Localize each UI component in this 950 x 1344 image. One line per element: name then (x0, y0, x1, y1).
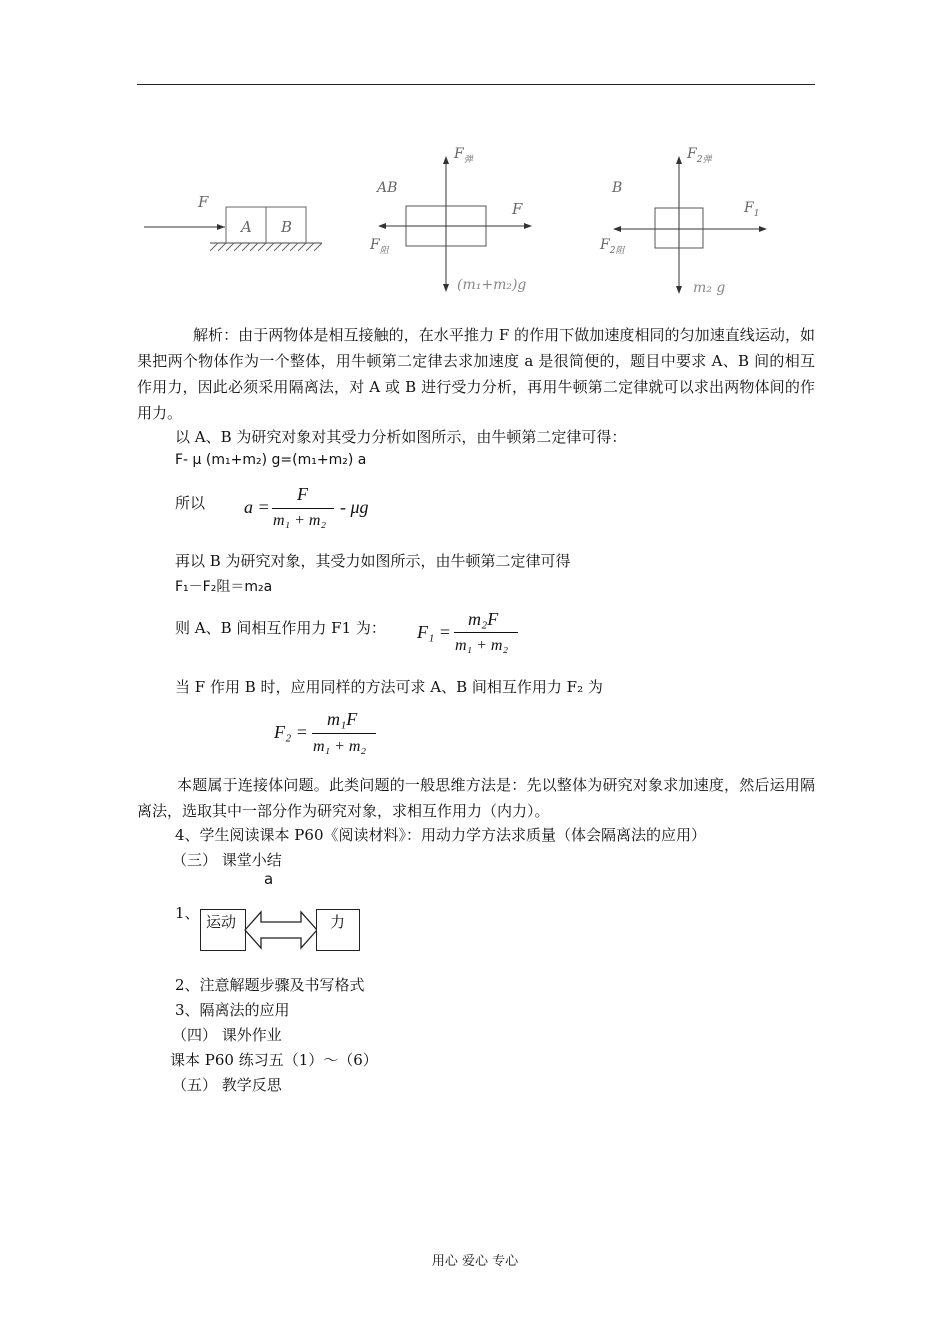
formula-f1-denominator: m₁ + m₂ (455, 637, 509, 654)
fig1-force-label: F (198, 193, 209, 211)
fig2-up-symbol: F (454, 146, 464, 162)
section-5-heading: （五） 教学反思 (172, 1076, 282, 1094)
step4-text: 当 F 作用 B 时，应用同样的方法可求 A、B 间相互作用力 F₂ 为 (175, 678, 603, 696)
homework-text: 课本 P60 练习五（1）～（6） (170, 1051, 378, 1069)
analysis-paragraph (137, 322, 815, 426)
fig3-weight: m₂ g (693, 280, 726, 296)
fig3-right-force (744, 200, 759, 219)
figure-blocks (140, 185, 330, 260)
force-box-label: 力 (330, 913, 346, 931)
fig1-block-a-label: A (241, 218, 252, 236)
motion-box-label: 运动 (206, 913, 237, 931)
formula-f2-numerator: m₁F (327, 709, 358, 729)
fig3-right-sub: 1 (753, 208, 760, 219)
formula-f1-numerator: m₂F (468, 609, 499, 629)
fig3-right-symbol: F (744, 200, 754, 216)
fig2-left-sub: 阻 (379, 245, 389, 256)
fig3-up-sub: 2弹 (696, 154, 712, 165)
step3-text: 则 A、B 间相互作用力 F1 为： (175, 619, 386, 637)
formula-f1-lhs: F₁ = (417, 622, 451, 642)
arrow-label-a: a (264, 870, 274, 888)
equation-1: F- μ (m₁+m₂) g=(m₁+m₂) a (175, 452, 367, 468)
formula-a-tail: - μg (340, 497, 369, 517)
fig3-left-symbol: F (600, 237, 610, 253)
item3-text: 3、隔离法的应用 (175, 1001, 290, 1019)
fig2-up-sub: 弹 (463, 154, 473, 165)
double-arrow-icon (243, 908, 319, 952)
motion-box (200, 909, 246, 951)
fig2-left-force (370, 237, 389, 256)
section-4-heading: （四） 课外作业 (172, 1026, 282, 1044)
section-3-heading: （三） 课堂小结 (172, 851, 282, 869)
fig3-up-symbol: F (687, 146, 697, 162)
summary-text: 本题属于连接体问题。此类问题的一般思维方法是：先以整体为研究对象求加速度，然后运用隔离法，选取其中一部分作为研究对象，求相互作用力（内力）。 (137, 776, 815, 820)
formula-f1-bar (454, 632, 518, 633)
equation-2: F₁－F₂阻＝m₂a (175, 579, 273, 595)
analysis-text: 解析：由于两物体是相互接触的，在水平推力 F 的作用下做加速度相同的匀加速直线运动，如果把两个物体作为一个整体，用牛顿第二定律去求加速度 a 是很简便的，题目中要求 A、B 间的相互作用力，因此必须采用隔离法，对 A 或 B 进行受力分析，再用牛顿第二定律就可以求出两物体间的作用力。 (137, 326, 815, 422)
summary-paragraph (137, 772, 815, 824)
fig2-right-force: F (512, 200, 523, 218)
formula-a-lhs: a = (244, 497, 270, 517)
step2-text: 再以 B 为研究对象，其受力如图所示，由牛顿第二定律可得 (175, 552, 571, 570)
item4-text: 4、学生阅读课本 P60《阅读材料》：用动力学方法求质量（体会隔离法的应用） (175, 826, 706, 844)
page-footer: 用心 爱心 专心 (431, 1254, 519, 1269)
formula-f2-denominator: m₁ + m₂ (313, 738, 367, 755)
figure-b-free-body (605, 150, 775, 300)
fig2-up-force (454, 146, 473, 165)
fig1-block-b-label: B (281, 218, 293, 236)
formula-f2-bar (312, 733, 376, 734)
formula-a-bar (272, 508, 334, 509)
fig2-weight: (m₁+m₂)g (457, 277, 527, 293)
item2-text: 2、注意解题步骤及书写格式 (175, 976, 365, 994)
formula-a-denominator: m₁ + m₂ (273, 512, 327, 529)
step1-text: 以 A、B 为研究对象对其受力分析如图所示，由牛顿第二定律可得： (175, 428, 627, 446)
force-box (316, 909, 360, 951)
fig3-left-sub: 2阻 (609, 245, 625, 256)
fig3-label: B (612, 180, 623, 196)
fig3-left-force (600, 237, 624, 256)
formula-f2-lhs: F₂ = (274, 722, 308, 742)
header-rule (137, 84, 815, 85)
fig2-label: AB (377, 180, 398, 196)
formula-a-numerator: F (297, 484, 308, 504)
fig2-left-symbol: F (370, 237, 380, 253)
item1-text: 1、 (175, 904, 200, 922)
fig3-up-force (687, 146, 711, 165)
so-label: 所以 (175, 494, 206, 512)
